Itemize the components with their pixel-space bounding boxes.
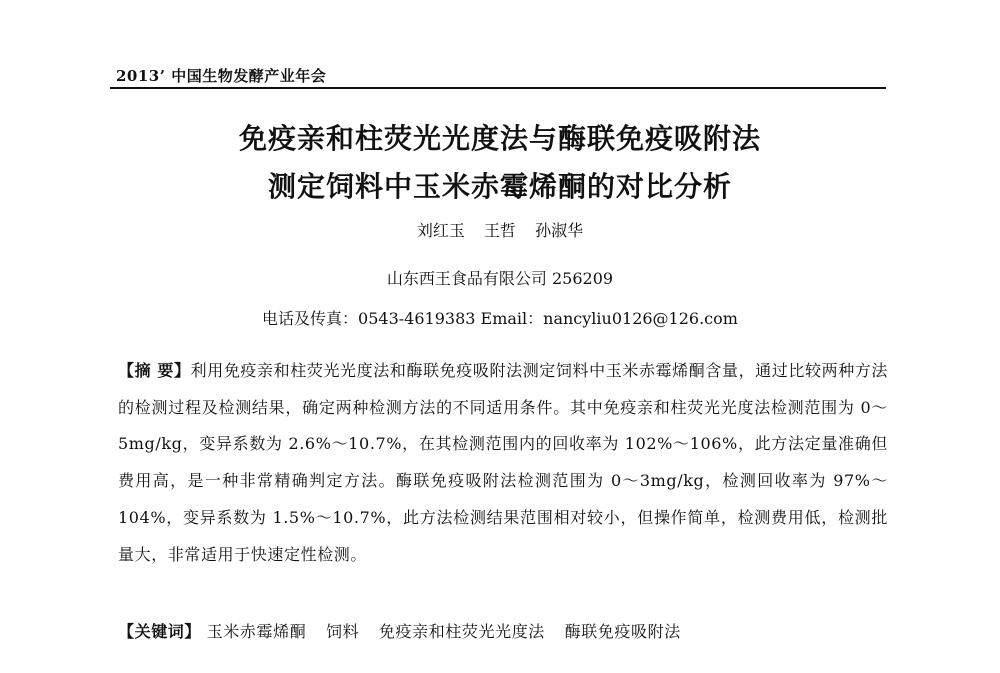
keywords [118,619,888,642]
paper-title-line-2: 测定饲料中玉米赤霉烯酮的对比分析 [267,170,732,203]
paper-title-line-1: 免疫亲和柱荧光光度法与酶联免疫吸附法 [238,122,761,155]
abstract-text: 利用免疫亲和柱荧光光度法和酶联免疫吸附法测定饲料中玉米赤霉烯酮含量，通过比较两种方法的检测过程及检测结果，确定两种检测方法的不同适用条件。其中免疫亲和柱荧光光度法检测范围为 0～5mg/kg，变异系数为 2.6%～10.7%，在其检测范围内的回收率为 102%～106%，此方法定量准确但费用高，是一种非常精确判定方法。酶联免疫吸附法检测范围为 0～3mg/kg，检测回收率为 97%～104%，变异系数为 1.5%～10.7%，此方法检测结果范围相对较小，但操作简单，检测费用低，检测批量大，非常适用于快速定性检测。 [118,361,889,564]
authors: 刘红玉 王哲 孙淑华 [416,221,584,240]
running-header [110,62,886,89]
header-text: 2013’ 中国生物发酵产业年会 [116,67,327,85]
keyword-item: 玉米赤霉烯酮 [206,622,307,641]
keyword-item: 饲料 [326,622,360,641]
keyword-item: 酶联免疫吸附法 [564,622,681,641]
keyword-item: 免疫亲和柱荧光光度法 [378,622,545,641]
abstract-label: 【摘 要】 [118,361,191,380]
contact-info: 电话及传真：0543-4619383 Email：nancyliu0126@126.com [262,309,738,328]
abstract [118,353,888,573]
keywords-label: 【关键词】 [118,622,202,641]
affiliation: 山东西王食品有限公司 256209 [386,269,614,288]
